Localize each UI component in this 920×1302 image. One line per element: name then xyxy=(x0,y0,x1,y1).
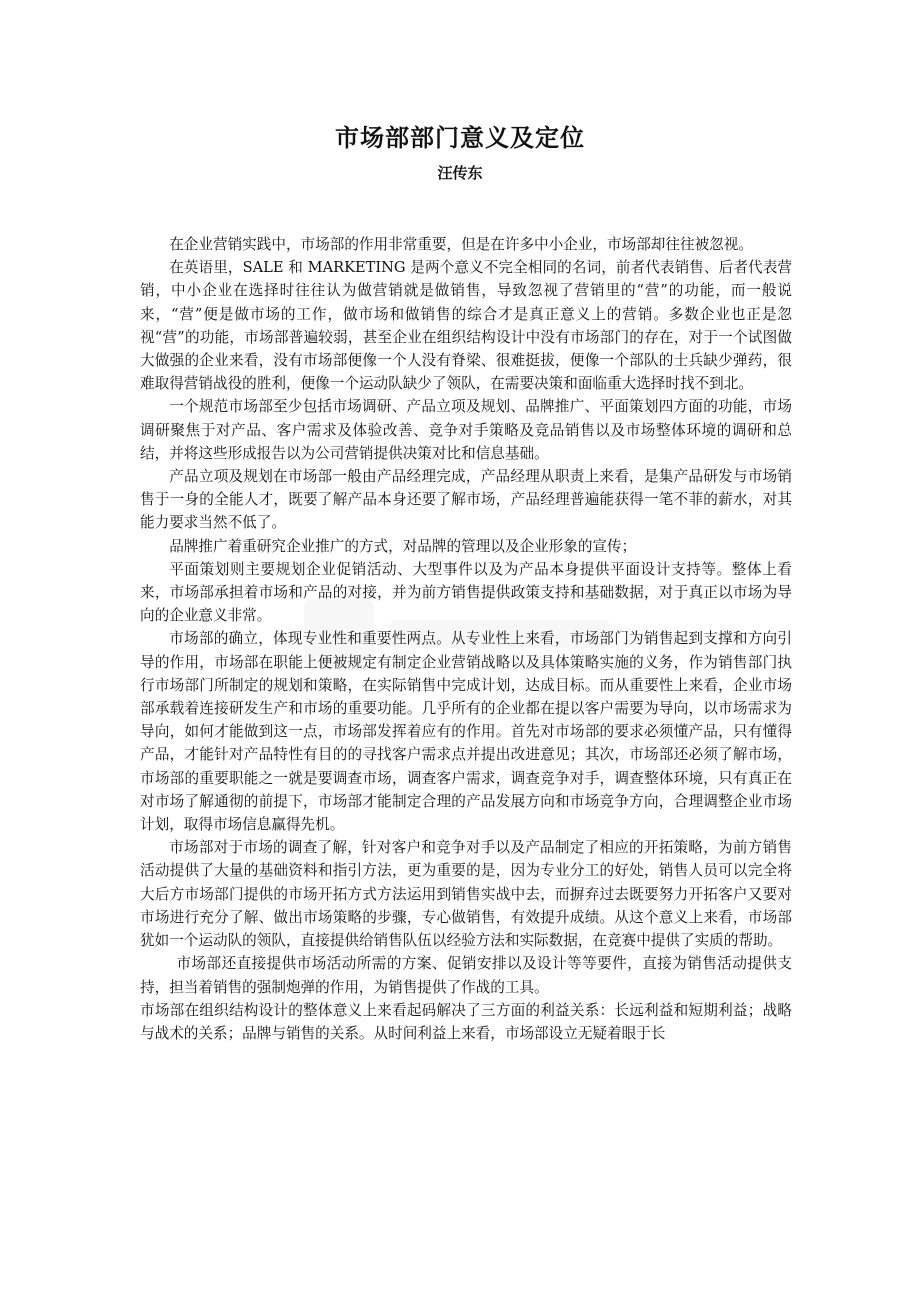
document-title: 市场部部门意义及定位 xyxy=(335,124,585,152)
document-author: 汪传东 xyxy=(437,164,483,182)
paragraph-10: 市场部在组织结构设计的整体意义上来看起码解决了三方面的利益关系：长远利益和短期利益；战略与战术的关系；品牌与销售的关系。从时间利益上来看，市场部设立无疑着眼于长 xyxy=(140,1001,792,1042)
paragraph-6: 平面策划则主要规划企业促销活动、大型事件以及为产品本身提供平面设计支持等。整体上看来，市场部承担着市场和产品的对接，并为前方销售提供政策支持和基础数据，对于真正以市场为导向的企业意义非常。 xyxy=(140,560,792,625)
paragraph-1: 在企业营销实践中，市场部的作用非常重要，但是在许多中小企业，市场部却往往被忽视。 xyxy=(169,236,753,253)
paragraph-8: 市场部对于市场的调查了解，针对客户和竞争对手以及产品制定了相应的开拓策略，为前方销售活动提供了大量的基础资料和指引方法，更为重要的是，因为专业分工的好处，销售人员可以完全将大后方市场部门提供的市场开拓方式方法运用到销售实战中去，而摒弃过去既要努力开拓客户又要对市场进行充分了解、做出市场策略的步骤，专心做销售，有效提升成绩。从这个意义上来看，市场部犹如一个运动队的领队，直接提供给销售队伍以经验方法和实际数据，在竞赛中提供了实质的帮助。 xyxy=(140,839,792,950)
paragraph-7: 市场部的确立，体现专业性和重要性两点。从专业性上来看，市场部门为销售起到支撑和方向引导的作用，市场部在职能上便被规定有制定企业营销战略以及具体策略实施的义务，作为销售部门执行市场部门所制定的规划和策略，在实际销售中完成计划，达成目标。而从重要性上来看，企业市场部承载着连接研发生产和市场的重要功能。几乎所有的企业都在提以客户需要为导向，以市场需求为导向，如何才能做到这一点，市场部发挥着应有的作用。首先对市场部的要求必须懂产品，只有懂得产品，才能针对产品特性有目的的寻找客户需求点并提出改进意见；其次，市场部还必须了解市场，市场部的重要职能之一就是要调查市场，调查客户需求，调查竞争对手，调查整体环境，只有真正在对市场了解通彻的前提下，市场部才能制定合理的产品发展方向和市场竞争方向，合理调整企业市场计划，取得市场信息赢得先机。 xyxy=(140,630,792,834)
paragraph-5: 品牌推广着重研究企业推广的方式，对品牌的管理以及企业形象的宣传； xyxy=(169,537,637,555)
document-body xyxy=(140,233,792,1045)
paragraph-9: 市场部还直接提供市场活动所需的方案、促销安排以及设计等等要件，直接为销售活动提供支持，担当着销售的强制炮弹的作用，为销售提供了作战的工具。 xyxy=(140,955,792,996)
paragraph-2: 在英语里，SALE 和 MARKETING 是两个意义不完全相同的名词，前者代表销售、后者代表营销，中小企业在选择时往往认为做营销就是做销售，导致忽视了营销里的“营”的功能，而一般说来，“营”便是做市场的工作，做市场和做销售的综合才是真正意义上的营销。多数企业也正是忽视“营”的功能，市场部普遍较弱，甚至企业在组织结构设计中没有市场部门的存在，对于一个试图做大做强的企业来看，没有市场部便像一个人没有脊梁、很难挺拔，便像一个部队的士兵缺少弹药，很难取得营销战役的胜利，便像一个运动队缺少了领队，在需要决策和面临重大选择时找不到北。 xyxy=(140,259,792,393)
paragraph-4: 产品立项及规划在市场部一般由产品经理完成，产品经理从职责上来看，是集产品研发与市场销售于一身的全能人才，既要了解产品本身还要了解市场，产品经理普遍能获得一笔不菲的薪水，对其能力要求当然不低了。 xyxy=(140,468,792,532)
paragraph-3: 一个规范市场部至少包括市场调研、产品立项及规划、品牌推广、平面策划四方面的功能，市场调研聚焦于对产品、客户需求及体验改善、竞争对手策略及竞品销售以及市场整体环境的调研和总结，并将这些形成报告以为公司营销提供决策对比和信息基础。 xyxy=(140,398,792,462)
